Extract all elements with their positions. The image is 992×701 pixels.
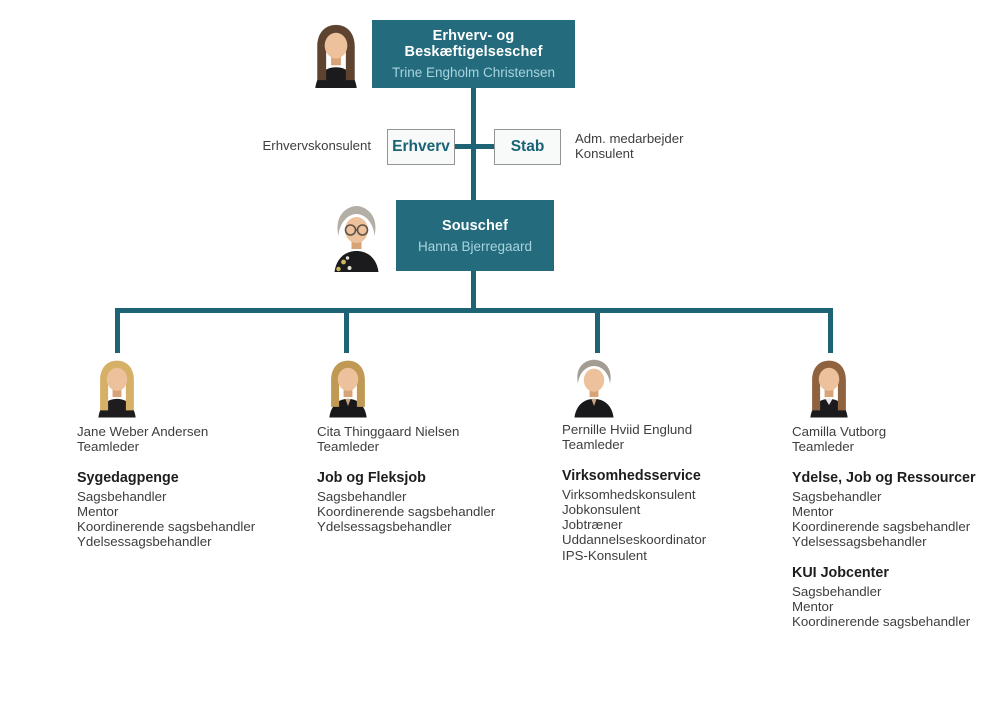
team-column-4 [792, 424, 992, 630]
team-3-role-item: Jobtræner [562, 517, 623, 533]
chief-name: Trine Engholm Christensen [391, 65, 556, 80]
team-3-leader-role: Teamleder [562, 437, 625, 453]
team-4-leader-name: Camilla Vutborg [792, 424, 887, 439]
team-2-leader-name: Cita Thinggaard Nielsen [317, 424, 460, 439]
connector-drop-team-2 [344, 308, 349, 353]
team-2-role-item: Ydelsessagsbehandler [317, 519, 452, 535]
team-2-section-1 [317, 470, 555, 535]
photo-team-leader-2 [316, 352, 380, 419]
photo-team-leader-4 [797, 352, 861, 419]
team-column-3 [562, 422, 800, 563]
team-4-role-item: Mentor [792, 503, 834, 519]
label-adm-line2: Konsulent [575, 145, 634, 161]
team-4-section-1 [792, 470, 992, 550]
box-souschef [396, 200, 554, 271]
team-2-role-item: Koordinerende sagsbehandler [317, 503, 496, 519]
team-3-section-1-title: Virksomhedsservice [562, 467, 701, 484]
photo-team-leader-3 [562, 352, 626, 419]
team-4-section-1-title: Ydelse, Job og Ressourcer [792, 469, 976, 486]
connector-erhverv-stab [452, 144, 496, 149]
team-1-section-1 [77, 470, 315, 550]
team-column-2 [317, 424, 555, 534]
label-adm-line1: Adm. medarbejder [575, 131, 684, 146]
team-2-role-item: Sagsbehandler [317, 488, 407, 504]
team-3-role-item: Uddannelseskoordinator [562, 532, 707, 548]
team-3-role-item: Virksomhedskonsulent [562, 486, 696, 502]
connector-drop-team-3 [595, 308, 600, 353]
photo-chief [300, 17, 372, 88]
chief-title: Erhverv- og Beskæftigelseschef [404, 28, 543, 60]
team-3-role-item: Jobkonsulent [562, 501, 641, 517]
team-2-section-1-title: Job og Fleksjob [317, 469, 426, 486]
team-4-role-item: Mentor [792, 599, 834, 615]
connector-drop-team-4 [828, 308, 833, 353]
team-3-role-item: IPS-Konsulent [562, 547, 648, 563]
label-adm-medarbejder [575, 132, 715, 161]
team-1-role-item: Sagsbehandler [77, 488, 167, 504]
photo-team-leader-1 [85, 352, 149, 419]
connector-drop-team-1 [115, 308, 120, 353]
team-1-role-item: Mentor [77, 503, 119, 519]
team-1-role-item: Ydelsessagsbehandler [77, 534, 212, 550]
erhverv-label: Erhverv [392, 138, 450, 155]
photo-souschef [317, 200, 396, 272]
team-4-role-item: Sagsbehandler [792, 583, 882, 599]
connector-souschef-down [471, 271, 476, 313]
box-chief [372, 20, 575, 88]
team-3-leader-name: Pernille Hviid Englund [562, 422, 693, 437]
souschef-title: Souschef [441, 217, 509, 234]
team-column-1 [77, 424, 315, 550]
label-erhvervskonsulent: Erhvervskonsulent [262, 138, 371, 153]
team-4-role-item: Ydelsessagsbehandler [792, 534, 927, 550]
box-stab [494, 129, 561, 165]
team-4-role-item: Sagsbehandler [792, 488, 882, 504]
team-4-section-2-title: KUI Jobcenter [792, 564, 889, 581]
stab-label: Stab [510, 138, 545, 155]
team-1-leader-name: Jane Weber Andersen [77, 424, 209, 439]
team-4-leader-role: Teamleder [792, 439, 855, 455]
connector-main-horizontal [115, 308, 833, 313]
team-4-role-item: Koordinerende sagsbehandler [792, 614, 971, 630]
souschef-name: Hanna Bjerregaard [417, 238, 533, 254]
team-4-section-2 [792, 565, 992, 630]
team-1-leader-role: Teamleder [77, 439, 140, 455]
team-1-section-1-title: Sygedagpenge [77, 469, 179, 486]
box-erhverv [387, 129, 455, 165]
team-3-section-1 [562, 468, 800, 563]
team-2-leader-role: Teamleder [317, 439, 380, 455]
team-1-role-item: Koordinerende sagsbehandler [77, 519, 256, 535]
team-4-role-item: Koordinerende sagsbehandler [792, 519, 971, 535]
